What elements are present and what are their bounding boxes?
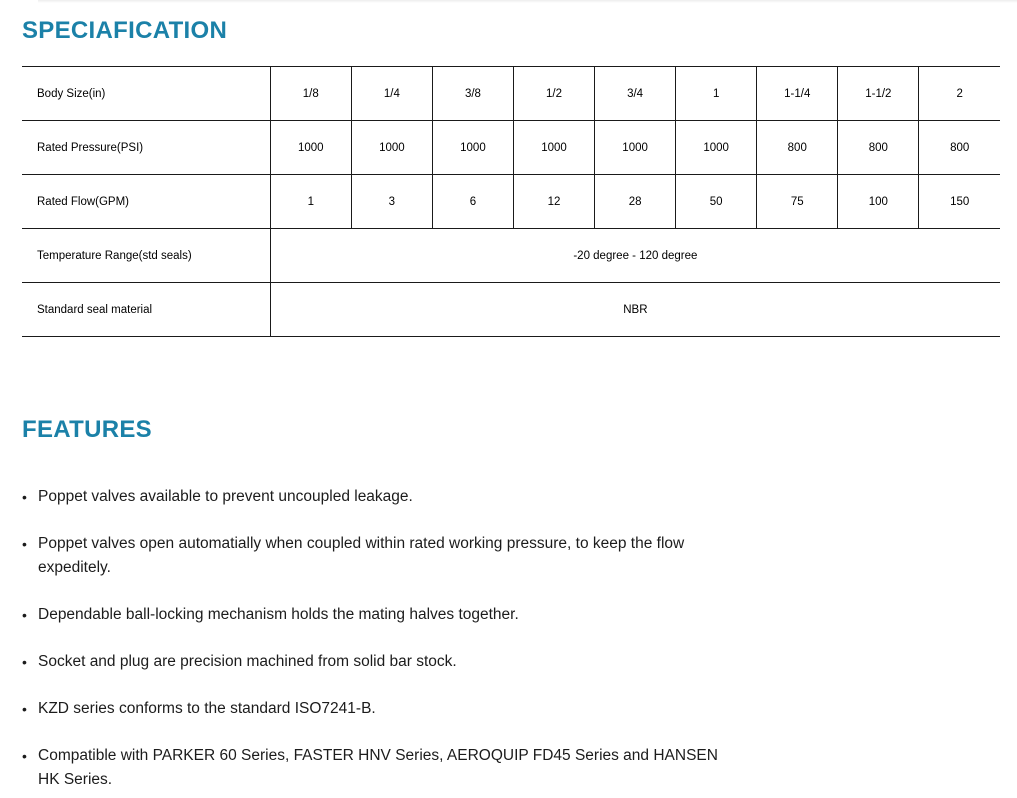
cell-value: 100 (838, 175, 919, 229)
feature-item (22, 532, 1000, 580)
table-row-rated-flow (22, 175, 1000, 229)
cell-value: 1/8 (270, 67, 351, 121)
cell-value: 3 (351, 175, 432, 229)
cell-value: 1000 (513, 121, 594, 175)
spanned-cell-value: -20 degree - 120 degree (270, 229, 1000, 283)
cell-value: 2 (919, 67, 1000, 121)
bullet-icon: • (22, 536, 27, 552)
cell-value: 1 (270, 175, 351, 229)
bullet-icon: • (22, 654, 27, 670)
feature-item (22, 650, 1000, 674)
cell-value: 12 (513, 175, 594, 229)
cell-value: 1/4 (351, 67, 432, 121)
table-row-seal-material (22, 283, 1000, 337)
bullet-icon: • (22, 489, 27, 505)
cell-value: 800 (757, 121, 838, 175)
cell-value: 800 (838, 121, 919, 175)
cell-value: 1000 (351, 121, 432, 175)
feature-text: Poppet valves open automatially when coupled within rated working pressure, to keep the flow expeditely. (38, 535, 685, 576)
table-row-temperature-range (22, 229, 1000, 283)
cell-value: 1/2 (513, 67, 594, 121)
cell-value: 150 (919, 175, 1000, 229)
row-label: Standard seal material (22, 283, 270, 337)
cell-value: 75 (757, 175, 838, 229)
table-row-body-size (22, 67, 1000, 121)
feature-text: Poppet valves available to prevent uncoupled leakage. (38, 488, 413, 505)
feature-item (22, 485, 1000, 509)
specification-heading: SPECIAFICATION (22, 17, 228, 44)
row-label: Temperature Range(std seals) (22, 229, 270, 283)
feature-text: Socket and plug are precision machined from solid bar stock. (38, 653, 457, 670)
cell-value: 1 (676, 67, 757, 121)
feature-text: Dependable ball-locking mechanism holds the mating halves together. (38, 606, 519, 623)
row-label: Rated Flow(GPM) (22, 175, 270, 229)
table-row-rated-pressure (22, 121, 1000, 175)
cell-value: 800 (919, 121, 1000, 175)
cell-value: 1000 (595, 121, 676, 175)
feature-text: KZD series conforms to the standard ISO7241-B. (38, 700, 376, 717)
features-list (22, 485, 1000, 792)
feature-item (22, 603, 1000, 627)
feature-item (22, 697, 1000, 721)
features-heading: FEATURES (22, 416, 152, 443)
cell-value: 1000 (676, 121, 757, 175)
cell-value: 1-1/4 (757, 67, 838, 121)
cell-value: 1-1/2 (838, 67, 919, 121)
bullet-icon: • (22, 607, 27, 623)
bullet-icon: • (22, 701, 27, 717)
bullet-icon: • (22, 748, 27, 764)
cell-value: 6 (432, 175, 513, 229)
cell-value: 1000 (270, 121, 351, 175)
specification-table (22, 66, 1000, 337)
cell-value: 1000 (432, 121, 513, 175)
spanned-cell-value: NBR (270, 283, 1000, 337)
cell-value: 3/4 (595, 67, 676, 121)
row-label: Rated Pressure(PSI) (22, 121, 270, 175)
row-label: Body Size(in) (22, 67, 270, 121)
cell-value: 50 (676, 175, 757, 229)
cell-value: 28 (595, 175, 676, 229)
feature-item (22, 744, 1000, 792)
top-section-divider (38, 0, 1017, 3)
cell-value: 3/8 (432, 67, 513, 121)
feature-text: Compatible with PARKER 60 Series, FASTER HNV Series, AEROQUIP FD45 Series and HANSEN HK Series. (38, 747, 718, 788)
